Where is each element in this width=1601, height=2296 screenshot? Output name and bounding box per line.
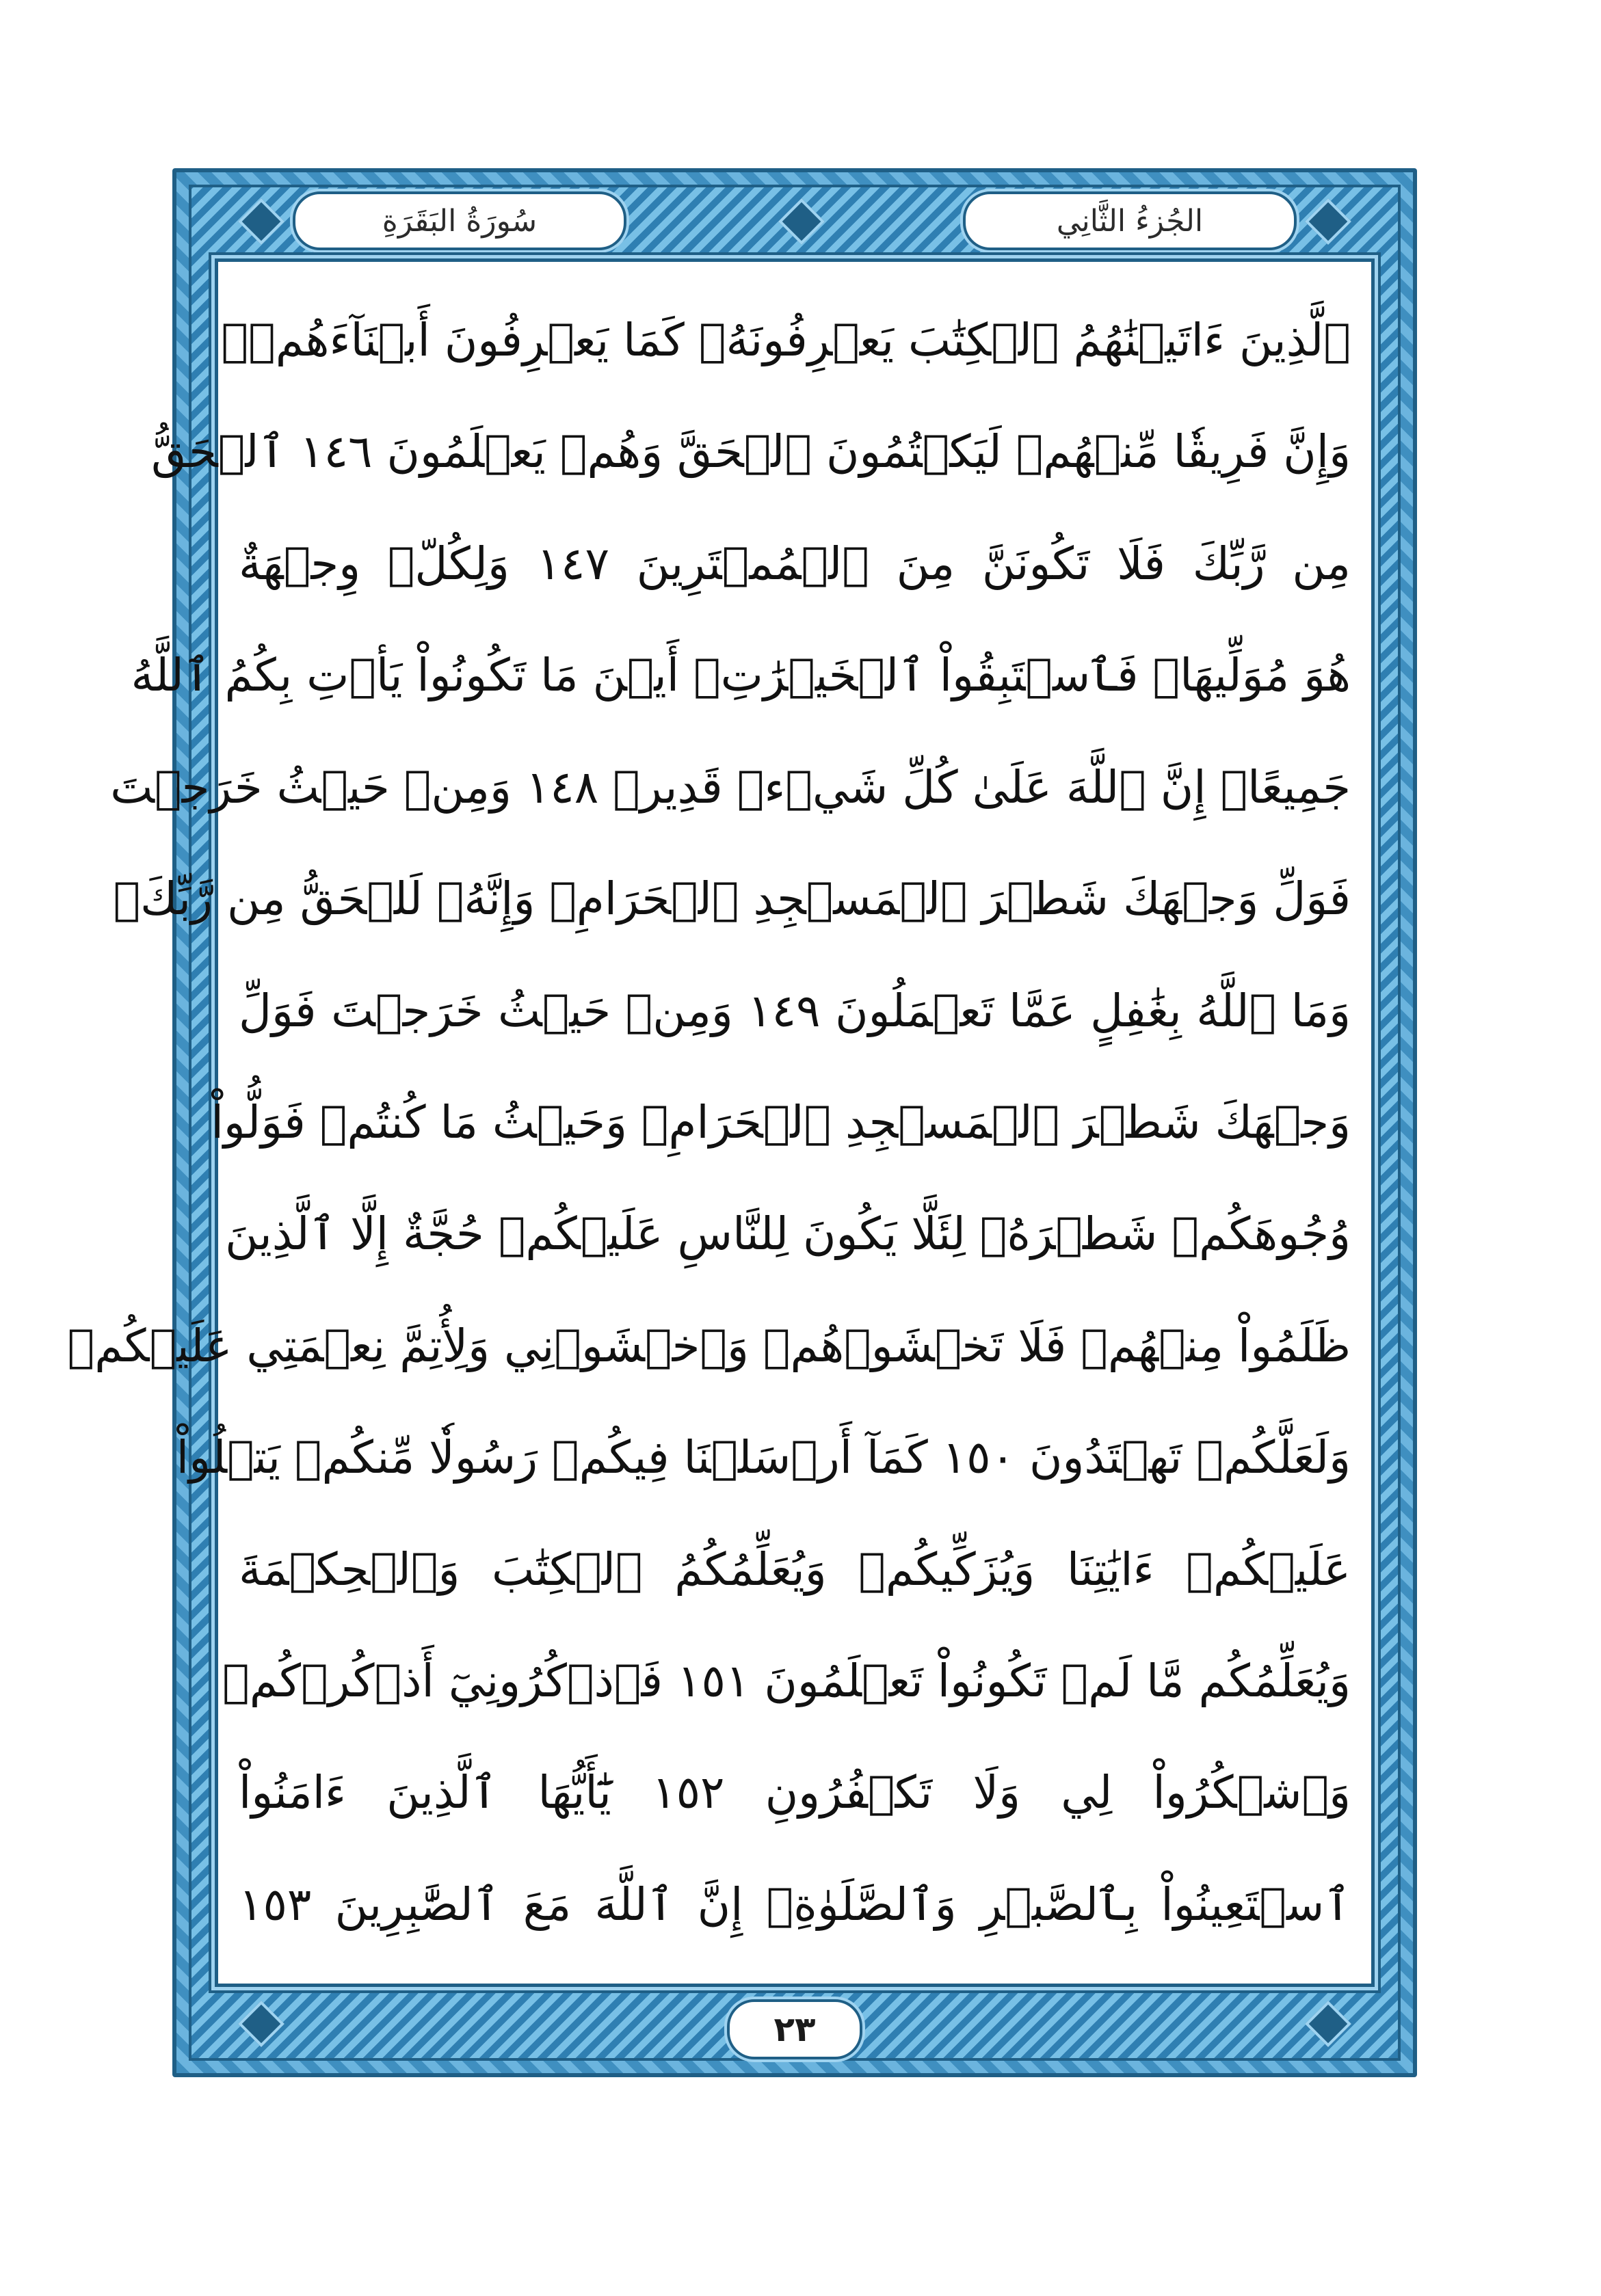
verse-line: فَوَلِّ وَجۡهَكَ شَطۡرَ ٱلۡمَسۡجِدِ ٱلۡحَرَامِۖ وَإِنَّهُۥ لَلۡحَقُّ مِن رَّبِّكَۗ	[113, 872, 1351, 926]
verse-lines	[67, 289, 1351, 1956]
surah-name-cartouche	[293, 191, 626, 250]
verse-line: ٱسۡتَعِينُواْ بِٱلصَّبۡرِ وَٱلصَّلَوٰةِۚ إِنَّ ٱللَّهَ مَعَ ٱلصَّٰبِرِينَ ١٥٣	[239, 1878, 1351, 1931]
text-panel	[67, 258, 1375, 1987]
verse-line: وَمَا ٱللَّهُ بِغَٰفِلٍ عَمَّا تَعۡمَلُونَ ١٤٩ وَمِنۡ حَيۡثُ خَرَجۡتَ فَوَلِّ	[239, 984, 1351, 1037]
verse-line: وَلَعَلَّكُمۡ تَهۡتَدُونَ ١٥٠ كَمَآ أَرۡسَلۡنَا فِيكُمۡ رَسُولٗا مِّنكُمۡ يَتۡلُواْ	[176, 1431, 1351, 1484]
verse-line: عَلَيۡكُمۡ ءَايَٰتِنَا وَيُزَكِّيكُمۡ وَيُعَلِّمُكُمُ ٱلۡكِتَٰبَ وَٱلۡحِكۡمَةَ	[239, 1543, 1351, 1596]
verse-line: ظَلَمُواْ مِنۡهُمۡ فَلَا تَخۡشَوۡهُمۡ وَٱخۡشَوۡنِي وَلِأُتِمَّ نِعۡمَتِي عَلَيۡكُمۡ	[67, 1319, 1351, 1372]
verse-line: وَجۡهَكَ شَطۡرَ ٱلۡمَسۡجِدِ ٱلۡحَرَامِۚ وَحَيۡثُ مَا كُنتُمۡ فَوَلُّواْ	[211, 1095, 1351, 1149]
verse-line: مِن رَّبِّكَ فَلَا تَكُونَنَّ مِنَ ٱلۡمُمۡتَرِينَ ١٤٧ وَلِكُلّٖ وِجۡهَةٌ	[239, 537, 1351, 590]
page-number-cartouche	[727, 1999, 862, 2059]
verse-line: وَيُعَلِّمُكُم مَّا لَمۡ تَكُونُواْ تَعۡلَمُونَ ١٥١ فَٱذۡكُرُونِيٓ أَذۡكُرۡكُمۡ	[222, 1655, 1351, 1708]
verse-line: وَٱشۡكُرُواْ لِي وَلَا تَكۡفُرُونِ ١٥٢ يَٰٓأَيُّهَا ٱلَّذِينَ ءَامَنُواْ	[239, 1766, 1351, 1819]
verse-line: ٱلَّذِينَ ءَاتَيۡنَٰهُمُ ٱلۡكِتَٰبَ يَعۡرِفُونَهُۥ كَمَا يَعۡرِفُونَ أَبۡنَآءَهُمۡۖ	[221, 314, 1351, 366]
verse-line: هُوَ مُوَلِّيهَاۖ فَٱسۡتَبِقُواْ ٱلۡخَيۡرَٰتِۚ أَيۡنَ مَا تَكُونُواْ يَأۡتِ بِكُمُ ٱللَّهُ	[131, 649, 1351, 702]
verse-line: وُجُوهَكُمۡ شَطۡرَهُۥ لِئَلَّا يَكُونَ لِلنَّاسِ عَلَيۡكُمۡ حُجَّةٌ إِلَّا ٱلَّذِينَ	[225, 1207, 1351, 1261]
juz-name-cartouche	[963, 191, 1297, 250]
verse-line: وَإِنَّ فَرِيقٗا مِّنۡهُمۡ لَيَكۡتُمُونَ ٱلۡحَقَّ وَهُمۡ يَعۡلَمُونَ ١٤٦ ٱلۡحَقُّ	[151, 425, 1351, 479]
juz-name: الجُزءُ الثَّانِي	[1056, 203, 1204, 239]
page-frame	[67, 168, 1417, 2077]
verse-line: جَمِيعًاۚ إِنَّ ٱللَّهَ عَلَىٰ كُلِّ شَيۡءٖ قَدِيرٞ ١٤٨ وَمِنۡ حَيۡثُ خَرَجۡتَ	[110, 760, 1351, 814]
page-number: ٢٣	[773, 2010, 816, 2049]
surah-name: سُورَةُ البَقَرَةِ	[382, 203, 538, 239]
